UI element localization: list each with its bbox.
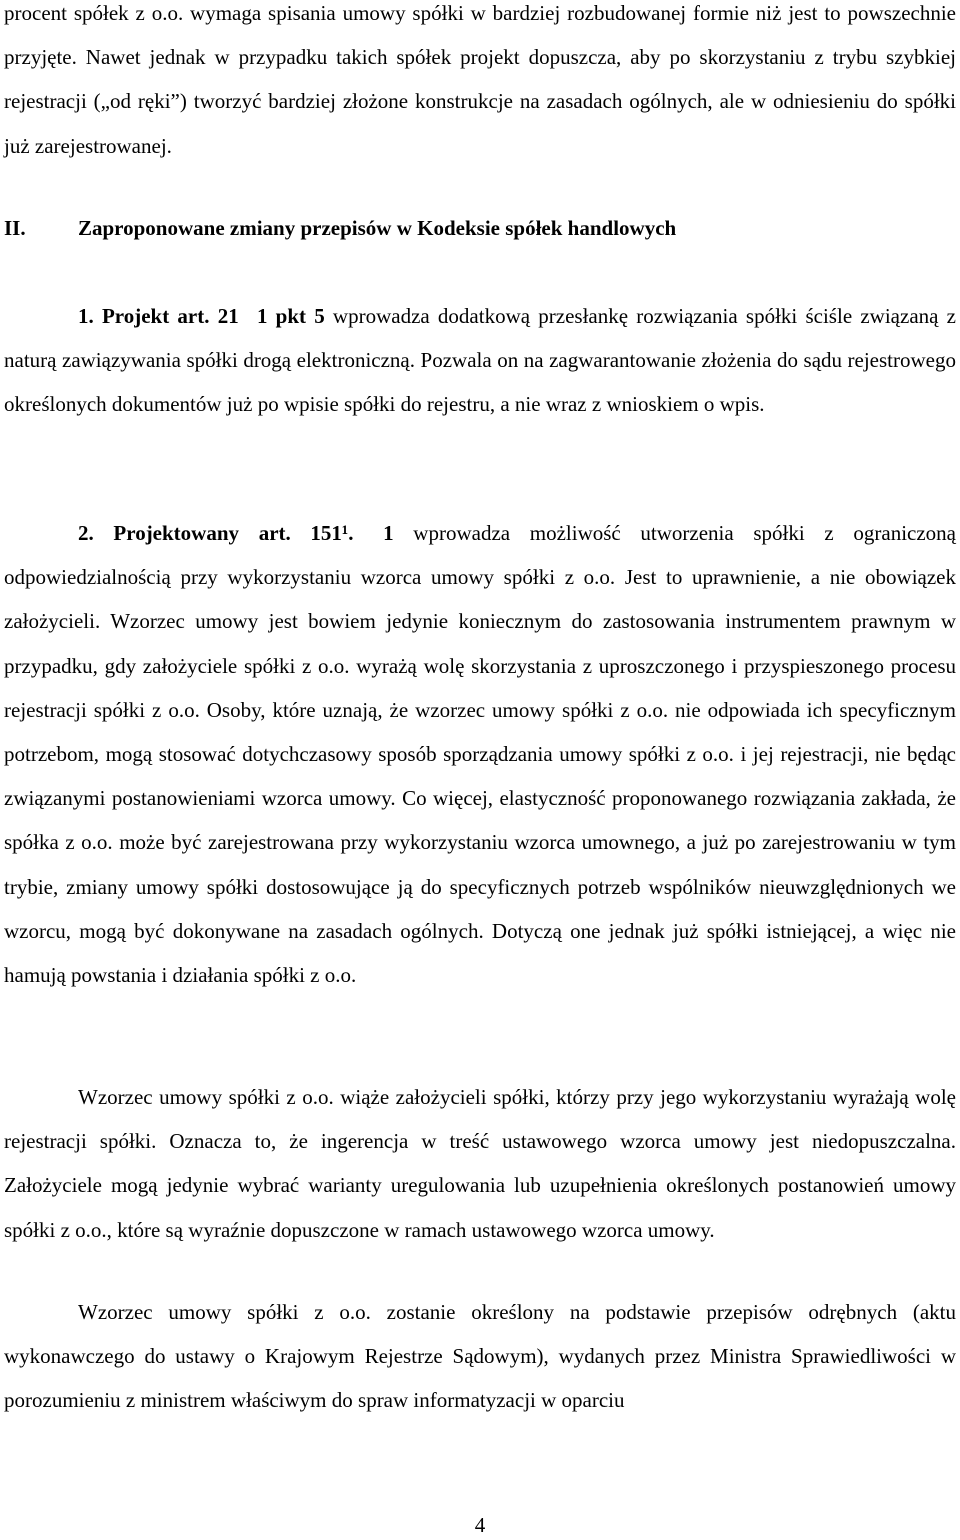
point-2-ref: 1 [383,521,394,545]
point-1-text: wprowadza dodatkową przesłankę rozwiązania spółki ściśle związaną z naturą zawiązywania spółki drogą elektroniczną. Pozwala on na zagwarantowanie złożenia do sądu rejestrowego określonych dokumentów już po wpisie spółki do rejestru, a nie wraz z wnioskiem o wpis. [4,304,956,417]
point-2-text: wprowadza możliwość utworzenia spółki z ograniczoną odpowiedzialnością przy wykorzystaniu wzorca umowy spółki z o.o. Jest to uprawnienie, a nie obowiązek założycieli. Wzorzec umowy jest bowiem jedynie koniecznym do zastosowania instrumentem prawnym w przypadku, gdy założyciele spółki z o.o. wyrażą wolę skorzystania z uproszczonego i przyspieszonego procesu rejestracji spółki z o.o. Osoby, które uznają, że wzorzec umowy spółki z o.o. nie odpowiada ich specyficznym potrzebom, mogą stosować dotychczasowy sposób sporządzania umowy spółki z o.o. i jej rejestracji, nie będąc związanymi postanowieniami wzorca umowy. Co więcej, elastyczność proponowanego rozwiązania zakłada, że spółka z o.o. może być zarejestrowana przy wykorzystaniu wzorca umownego, a już po zarejestrowaniu w tym trybie, zmiany umowy spółki dostosowujące ją do specyficznych potrzeb wspólników nieuwzględnionych we wzorcu, mogą być dokonywane na zasadach ogólnych. Dotyczą one jednak już spółki istniejącej, a więc nie hamują powstania i działania spółki z o.o. [4,521,956,988]
point-1-ref: 1 pkt 5 [256,304,325,328]
point-1-paragraph [4,294,956,427]
point-2-paragraph [4,511,956,997]
section-number: II. [4,216,26,240]
point-2-lead: 2. Projektowany art. 151¹. [78,521,354,545]
section-heading [4,213,956,243]
section-title: Zaproponowane zmiany przepisów w Kodeksie spółek handlowych [78,216,677,240]
point-1-lead: 1. Projekt art. 21 [78,304,239,328]
page-number: 4 [474,1513,486,1537]
binding-paragraph: Wzorzec umowy spółki z o.o. wiąże założycieli spółki, którzy przy jego wykorzystaniu wyrażają wolę rejestracji spółki. Oznacza to, że ingerencja w treść ustawowego wzorca umowy jest niedopuszczalna. Założyciele mogą jedynie wybrać warianty uregulowania lub uzupełnienia określonych postanowień umowy spółki z o.o., które są wyraźnie dopuszczone w ramach ustawowego wzorca umowy. [4,1085,956,1242]
intro-paragraph: procent spółek z o.o. wymaga spisania umowy spółki w bardziej rozbudowanej formie niż jest to powszechnie przyjęte. Nawet jednak w przypadku takich spółek projekt dopuszcza, aby po skorzystaniu z trybu szybkiej rejestracji („od ręki”) tworzyć bardziej złożone konstrukcje na zasadach ogólnych, ale w odniesieniu do spółki już zarejestrowanej. [4,1,956,158]
basis-paragraph: Wzorzec umowy spółki z o.o. zostanie określony na podstawie przepisów odrębnych (aktu wykonawczego do ustawy o Krajowym Rejestrze Sądowym), wydanych przez Ministra Sprawiedliwości w porozumieniu z ministrem właściwym do spraw informatyzacji w oparciu [4,1300,956,1413]
